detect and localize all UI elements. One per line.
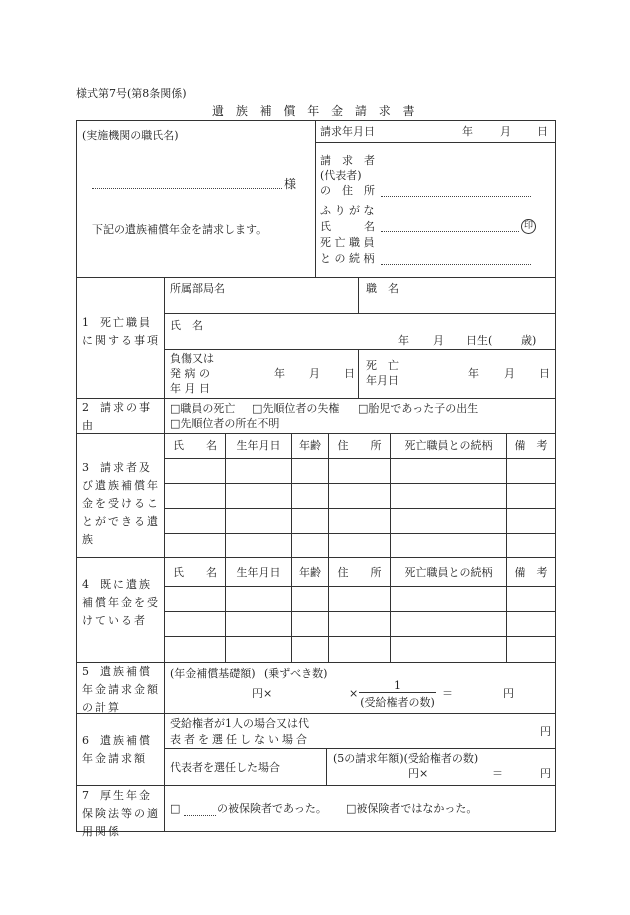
frame-right-border (555, 120, 556, 832)
single-recipient-label: 受給権者が1人の場合又は代 (170, 717, 309, 730)
request-year-unit: 年 (462, 125, 473, 138)
s4-row-line (164, 611, 556, 612)
s7-heading-number: 7 (82, 789, 89, 802)
s7-heading (82, 787, 160, 841)
times-sign: × (349, 687, 359, 700)
age-unit: 歳) (521, 334, 537, 347)
s1-col-line (358, 349, 359, 399)
annual-amount-formula-label: (5の請求年額)(受給権者の数) (333, 752, 479, 765)
frame-top-border (76, 120, 556, 121)
equals-sign: ＝ (442, 687, 453, 700)
fraction-numerator: 1 (394, 679, 401, 692)
s4-col-name: 氏 名 (173, 566, 217, 579)
s3-col-address: 住 所 (337, 439, 382, 452)
s4-col-address: 住 所 (337, 566, 382, 579)
furigana-label: ふ り が な (320, 204, 375, 217)
death-month-unit: 月 (504, 367, 515, 380)
s4-heading (82, 576, 160, 630)
s3-heading-text: 請求者及び遺族補償年金を受けることができる遺族 (82, 461, 160, 546)
injury-date-label: 負傷又は (170, 352, 214, 365)
s1-heading-text: 死亡職員に関する事項 (82, 316, 160, 347)
injury-day-unit: 日 (344, 367, 355, 380)
insured-checkbox[interactable]: □ (170, 802, 181, 815)
relationship-label: 死 亡 職 員 (320, 236, 375, 249)
s6-heading (82, 732, 160, 768)
death-date-label: 死 亡 (366, 359, 399, 372)
s3-row-line (164, 458, 556, 459)
reason-staff-death-checkbox[interactable]: □職員の死亡 (170, 402, 236, 415)
birth-month-unit: 月 (433, 334, 444, 347)
s4-heading-text: 既に遺族補償年金を受けている者 (82, 578, 160, 627)
s1-col-line (358, 277, 359, 314)
rep-equals-sign: ＝ (492, 767, 503, 780)
s3-col-name: 氏 名 (173, 439, 217, 452)
base-amount-label: (年金補償基礎額) (170, 667, 256, 680)
address-field[interactable] (381, 196, 531, 197)
not-insured-checkbox[interactable]: □被保険者ではなかった。 (346, 802, 478, 815)
frame-left-border (76, 120, 77, 832)
s3-col-age: 年齢 (299, 439, 321, 452)
insured-text: の被保険者であった。 (217, 802, 327, 815)
request-day-unit: 日 (537, 125, 548, 138)
s4-col-birth: 生年月日 (236, 566, 281, 579)
section-divider (76, 785, 556, 786)
injury-date-label-2: 発 病 の (170, 367, 210, 380)
relationship-label-2: と の 続 柄 (320, 252, 375, 265)
s1-heading-number: 1 (82, 316, 89, 329)
injury-year-unit: 年 (274, 367, 285, 380)
s1-row-line (164, 349, 556, 350)
s3-row-line (164, 483, 556, 484)
rep-yen-unit: 円 (540, 767, 551, 780)
s5-heading (82, 663, 160, 717)
birth-year-unit: 年 (398, 334, 409, 347)
claimant-name-field[interactable] (381, 231, 519, 232)
institution-field[interactable] (92, 188, 282, 189)
name-label: 氏 名 (320, 220, 375, 233)
page-title: 遺 族 補 償 年 金 請 求 書 (212, 104, 419, 118)
representative-label: (代表者) (320, 169, 362, 182)
s2-heading (82, 399, 160, 435)
section-divider (76, 557, 556, 558)
s1-row-line (164, 313, 556, 314)
reason-fetus-birth-checkbox[interactable]: □胎児であった子の出生 (358, 402, 479, 415)
position-label: 職 名 (366, 282, 399, 295)
multiplier-label: (乗ずべき数) (264, 667, 328, 680)
death-day-unit: 日 (539, 367, 550, 380)
s3-col-line (506, 433, 507, 558)
insurance-law-field[interactable] (184, 815, 216, 816)
sama-label: 様 (284, 177, 297, 191)
s3-row-line (164, 533, 556, 534)
fraction-bar (359, 692, 436, 693)
header-divider (315, 120, 316, 277)
birth-day-unit: 日生( (466, 334, 493, 347)
s3-heading-number: 3 (82, 461, 89, 474)
s3-col-remarks: 備 考 (514, 439, 548, 452)
injury-date-label-3: 年 月 日 (170, 382, 210, 395)
s6-col-line (326, 748, 327, 786)
s2-heading-number: 2 (82, 401, 89, 414)
s3-col-line (328, 433, 329, 558)
institution-label: (実施機関の職氏名) (82, 129, 179, 142)
relationship-field[interactable] (381, 264, 531, 265)
s4-col-remarks: 備 考 (514, 566, 548, 579)
reason-prior-forfeit-checkbox[interactable]: □先順位者の失権 (252, 402, 340, 415)
s4-col-relationship: 死亡職員との続柄 (404, 566, 493, 579)
s3-col-line (291, 433, 292, 558)
s3-row-line (164, 508, 556, 509)
s5-heading-number: 5 (82, 665, 89, 678)
claim-form (76, 120, 556, 838)
s6-row-line (164, 748, 556, 749)
s1-heading (82, 314, 160, 350)
s4-row-line (164, 636, 556, 637)
s3-heading (82, 459, 160, 549)
dept-label: 所属部局名 (170, 282, 225, 295)
header-date-line (315, 142, 556, 143)
s6-heading-number: 6 (82, 734, 89, 747)
s3-col-relationship: 死亡職員との続柄 (404, 439, 493, 452)
reason-prior-missing-checkbox[interactable]: □先順位者の所在不明 (170, 417, 280, 430)
s3-col-birth: 生年月日 (236, 439, 281, 452)
s4-heading-number: 4 (82, 578, 89, 591)
s4-row-line (164, 586, 556, 587)
death-year-unit: 年 (468, 367, 479, 380)
deceased-name-label: 氏 名 (170, 319, 203, 332)
s2-heading-text: 請求の事由 (82, 401, 152, 432)
form-number: 様式第7号(第8条関係) (76, 87, 187, 100)
fraction-denominator: (受給権者の数) (360, 696, 435, 709)
single-recipient-label-2: 表者を選任しない場合 (170, 733, 310, 746)
s5-heading-text: 遺族補償年金請求金額の計算 (82, 665, 160, 714)
single-yen-unit: 円 (540, 725, 551, 738)
injury-month-unit: 月 (309, 367, 320, 380)
representative-case-label: 代表者を選任した場合 (170, 761, 280, 774)
s6-heading-text: 遺族補償年金請求額 (82, 734, 152, 765)
yen-times: 円× (252, 687, 273, 700)
s3-col-line (225, 433, 226, 558)
request-statement: 下記の遺族補償年金を請求します。 (92, 223, 268, 236)
seal-mark: 印 (521, 219, 536, 234)
yen-unit: 円 (503, 687, 514, 700)
s7-heading-text: 厚生年金保険法等の適用関係 (82, 789, 160, 838)
section-divider (76, 277, 556, 278)
claimant-label: 請 求 者 (320, 154, 375, 167)
request-month-unit: 月 (500, 125, 511, 138)
rep-yen-times: 円× (408, 767, 429, 780)
request-date-label: 請求年月日 (320, 125, 375, 138)
death-date-label-2: 年月日 (366, 374, 399, 387)
s4-col-age: 年齢 (299, 566, 321, 579)
s3-col-line (390, 433, 391, 558)
address-label: の 住 所 (320, 184, 375, 197)
